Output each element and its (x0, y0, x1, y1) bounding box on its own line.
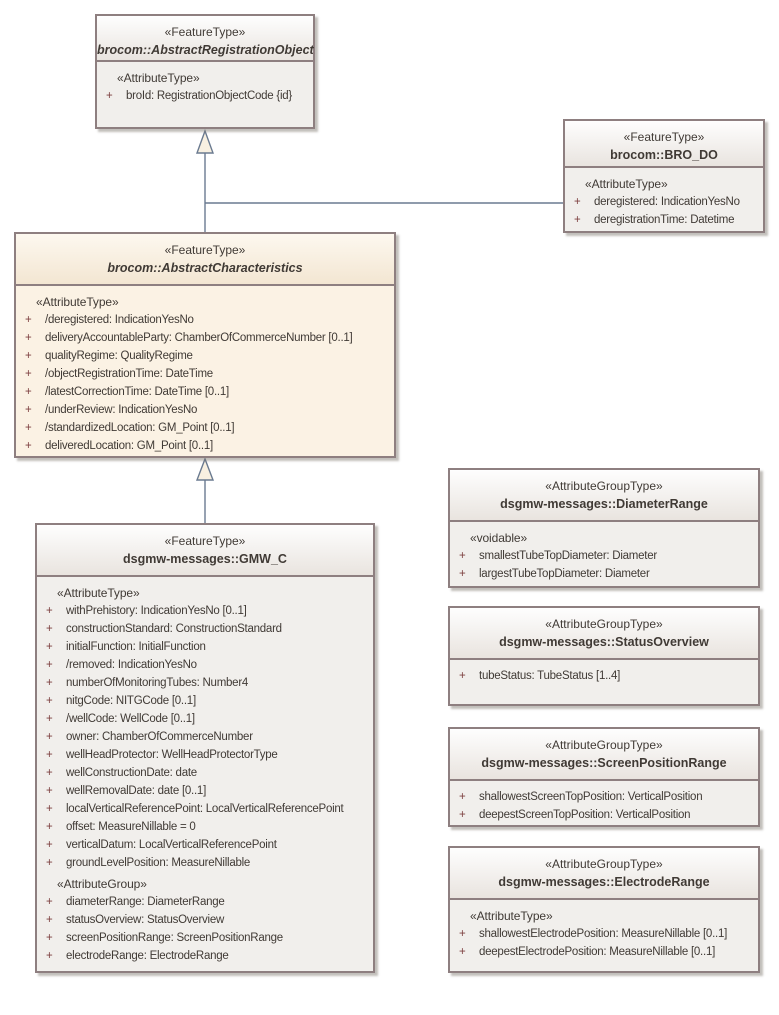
class-stereotype: «FeatureType» (164, 534, 246, 548)
attribute-list (16, 311, 394, 455)
attribute-row (565, 211, 763, 229)
class-name: brocom::BRO_DO (610, 148, 718, 162)
attribute-row (565, 193, 763, 211)
class-header (450, 608, 758, 660)
attribute-list (450, 788, 758, 824)
visibility-marker: + (25, 440, 32, 452)
attribute-text: /deregistered: IndicationYesNo (45, 314, 194, 326)
class-name: brocom::AbstractCharacteristics (107, 261, 303, 275)
visibility-marker: + (46, 605, 53, 617)
visibility-marker: + (25, 422, 32, 434)
attribute-text: owner: ChamberOfCommerceNumber (66, 731, 253, 743)
class-name: dsgmw-messages::ElectrodeRange (498, 875, 710, 889)
class-header (450, 729, 758, 781)
attribute-text: /removed: IndicationYesNo (66, 659, 197, 671)
class-electrode-range[interactable] (448, 846, 760, 973)
generalization-connector-characteristics-to-registrationobject[interactable] (197, 131, 563, 232)
visibility-marker: + (46, 767, 53, 779)
attribute-text: constructionStandard: ConstructionStandard (66, 623, 282, 635)
attribute-text: initialFunction: InitialFunction (66, 641, 206, 653)
class-stereotype: «AttributeGroupType» (545, 857, 663, 871)
attribute-text: smallestTubeTopDiameter: Diameter (479, 550, 657, 562)
class-stereotype: «FeatureType» (164, 25, 246, 39)
attribute-text: localVerticalReferencePoint: LocalVerticalReferencePoint (66, 803, 344, 815)
attribute-text: wellHeadProtector: WellHeadProtectorType (66, 749, 278, 761)
attribute-compartment (450, 781, 758, 824)
attribute-text: shallowestScreenTopPosition: VerticalPosition (479, 791, 703, 803)
attribute-row (16, 311, 394, 329)
attribute-list (565, 193, 763, 229)
attribute-text: /objectRegistrationTime: DateTime (45, 368, 213, 380)
attribute-row (37, 929, 373, 947)
visibility-marker: + (46, 950, 53, 962)
class-stereotype: «AttributeGroupType» (545, 738, 663, 752)
attribute-list (97, 87, 313, 105)
attribute-stereotype: «AttributeType» (36, 295, 119, 309)
visibility-marker: + (46, 731, 53, 743)
attribute-row (16, 365, 394, 383)
attribute-row (37, 854, 373, 872)
attribute-text: diameterRange: DiameterRange (66, 896, 225, 908)
attribute-text: /latestCorrectionTime: DateTime [0..1] (45, 386, 229, 398)
attribute-row (450, 547, 758, 565)
attribute-text: /standardizedLocation: GM_Point [0..1] (45, 422, 235, 434)
class-name: dsgmw-messages::DiameterRange (500, 497, 708, 511)
visibility-marker: + (25, 386, 32, 398)
attribute-text: shallowestElectrodePosition: MeasureNillable [0..1] (479, 928, 728, 940)
class-abstract-characteristics[interactable] (14, 232, 396, 458)
visibility-marker: + (25, 332, 32, 344)
attribute-row (450, 667, 758, 685)
attribute-row (37, 836, 373, 854)
visibility-marker: + (574, 214, 581, 226)
class-stereotype: «AttributeGroupType» (545, 617, 663, 631)
visibility-marker: + (46, 803, 53, 815)
generalization-connector-gmwc-to-characteristics[interactable] (197, 459, 213, 523)
class-bro-do[interactable] (563, 119, 765, 233)
visibility-marker: + (46, 659, 53, 671)
attribute-text: wellRemovalDate: date [0..1] (66, 785, 207, 797)
attribute-row (37, 674, 373, 692)
visibility-marker: + (46, 677, 53, 689)
attribute-row (37, 656, 373, 674)
visibility-marker: + (25, 404, 32, 416)
class-header (450, 470, 758, 522)
visibility-marker: + (25, 314, 32, 326)
attribute-row (16, 419, 394, 437)
class-screen-position-range[interactable] (448, 727, 760, 827)
attribute-row (37, 710, 373, 728)
attribute-text: offset: MeasureNillable = 0 (66, 821, 196, 833)
attribute-compartment (450, 522, 758, 583)
attribute-row (97, 87, 313, 105)
attribute-text: broId: RegistrationObjectCode {id} (126, 90, 293, 102)
attribute-row (37, 947, 373, 965)
attribute-row (450, 943, 758, 961)
attribute-stereotype: «AttributeType» (57, 586, 140, 600)
visibility-marker: + (46, 623, 53, 635)
attribute-row (37, 638, 373, 656)
attribute-list (37, 602, 373, 872)
attribute-row (37, 782, 373, 800)
attribute-row (37, 764, 373, 782)
attribute-text: /underReview: IndicationYesNo (45, 404, 198, 416)
attribute-group-stereotype: «AttributeGroup» (57, 877, 147, 891)
attribute-row (450, 565, 758, 583)
visibility-marker: + (459, 670, 466, 682)
attribute-compartment (450, 900, 758, 961)
attribute-text: numberOfMonitoringTubes: Number4 (66, 677, 249, 689)
visibility-marker: + (46, 695, 53, 707)
attribute-row (16, 329, 394, 347)
attribute-row (37, 728, 373, 746)
attribute-row (16, 401, 394, 419)
class-abstract-registration-object[interactable] (95, 14, 315, 129)
attribute-text: electrodeRange: ElectrodeRange (66, 950, 229, 962)
attribute-text: tubeStatus: TubeStatus [1..4] (479, 670, 621, 682)
visibility-marker: + (46, 839, 53, 851)
class-stereotype: «FeatureType» (164, 243, 246, 257)
attribute-row (37, 602, 373, 620)
attribute-text: deliveredLocation: GM_Point [0..1] (45, 440, 213, 452)
attribute-stereotype: «AttributeType» (585, 177, 668, 191)
visibility-marker: + (46, 896, 53, 908)
attribute-compartment (37, 577, 373, 965)
attribute-text: largestTubeTopDiameter: Diameter (479, 568, 650, 580)
class-name: dsgmw-messages::ScreenPositionRange (481, 756, 727, 770)
attribute-text: deregistered: IndicationYesNo (594, 196, 740, 208)
attribute-list (450, 547, 758, 583)
attribute-compartment (450, 660, 758, 685)
attribute-row (37, 692, 373, 710)
attribute-text: qualityRegime: QualityRegime (45, 350, 193, 362)
class-header (565, 121, 763, 168)
visibility-marker: + (46, 641, 53, 653)
attribute-group-list (37, 893, 373, 965)
class-stereotype: «AttributeGroupType» (545, 479, 663, 493)
attribute-text: deregistrationTime: Datetime (594, 214, 735, 226)
attribute-text: screenPositionRange: ScreenPositionRange (66, 932, 283, 944)
attribute-text: deepestScreenTopPosition: VerticalPosition (479, 809, 691, 821)
attribute-text: nitgCode: NITGCode [0..1] (66, 695, 196, 707)
attribute-compartment (16, 286, 394, 455)
class-diameter-range[interactable] (448, 468, 760, 588)
attribute-row (37, 911, 373, 929)
class-header (97, 16, 313, 62)
visibility-marker: + (459, 568, 466, 580)
attribute-row (16, 347, 394, 365)
visibility-marker: + (459, 550, 466, 562)
generalization-arrowhead-icon (197, 459, 213, 480)
visibility-marker: + (106, 90, 113, 102)
attribute-row (37, 818, 373, 836)
visibility-marker: + (459, 946, 466, 958)
attribute-text: wellConstructionDate: date (66, 767, 197, 779)
attribute-text: verticalDatum: LocalVerticalReferencePoint (66, 839, 277, 851)
attribute-stereotype: «AttributeType» (470, 909, 553, 923)
class-name: dsgmw-messages::GMW_C (123, 552, 287, 566)
attribute-text: deliveryAccountableParty: ChamberOfCommerceNumber [0..1] (45, 332, 353, 344)
visibility-marker: + (46, 914, 53, 926)
visibility-marker: + (46, 785, 53, 797)
class-name: brocom::AbstractRegistrationObject (97, 43, 314, 57)
attribute-row (37, 800, 373, 818)
visibility-marker: + (46, 857, 53, 869)
attribute-row (37, 893, 373, 911)
attribute-row (450, 806, 758, 824)
attribute-row (16, 383, 394, 401)
class-name: dsgmw-messages::StatusOverview (499, 635, 709, 649)
visibility-marker: + (46, 932, 53, 944)
attribute-list (450, 667, 758, 685)
class-header (16, 234, 394, 286)
attribute-list (450, 925, 758, 961)
attribute-row (450, 925, 758, 943)
visibility-marker: + (46, 821, 53, 833)
visibility-marker: + (46, 749, 53, 761)
visibility-marker: + (459, 809, 466, 821)
class-header (450, 848, 758, 900)
attribute-row (37, 746, 373, 764)
class-stereotype: «FeatureType» (623, 130, 705, 144)
class-gmw-c[interactable] (35, 523, 375, 973)
visibility-marker: + (574, 196, 581, 208)
visibility-marker: + (25, 368, 32, 380)
visibility-marker: + (459, 928, 466, 940)
attribute-row (37, 620, 373, 638)
class-header (37, 525, 373, 577)
attribute-stereotype: «AttributeType» (117, 71, 200, 85)
attribute-text: /wellCode: WellCode [0..1] (66, 713, 195, 725)
attribute-row (16, 437, 394, 455)
attribute-text: statusOverview: StatusOverview (66, 914, 225, 926)
attribute-compartment (97, 62, 313, 105)
attribute-row (450, 788, 758, 806)
attribute-text: groundLevelPosition: MeasureNillable (66, 857, 251, 869)
visibility-marker: + (459, 791, 466, 803)
attribute-compartment (565, 168, 763, 229)
attribute-text: withPrehistory: IndicationYesNo [0..1] (66, 605, 247, 617)
generalization-arrowhead-icon (197, 131, 213, 153)
class-status-overview[interactable] (448, 606, 760, 706)
attribute-stereotype: «voidable» (470, 531, 528, 545)
attribute-text: deepestElectrodePosition: MeasureNillable [0..1] (479, 946, 716, 958)
visibility-marker: + (46, 713, 53, 725)
visibility-marker: + (25, 350, 32, 362)
